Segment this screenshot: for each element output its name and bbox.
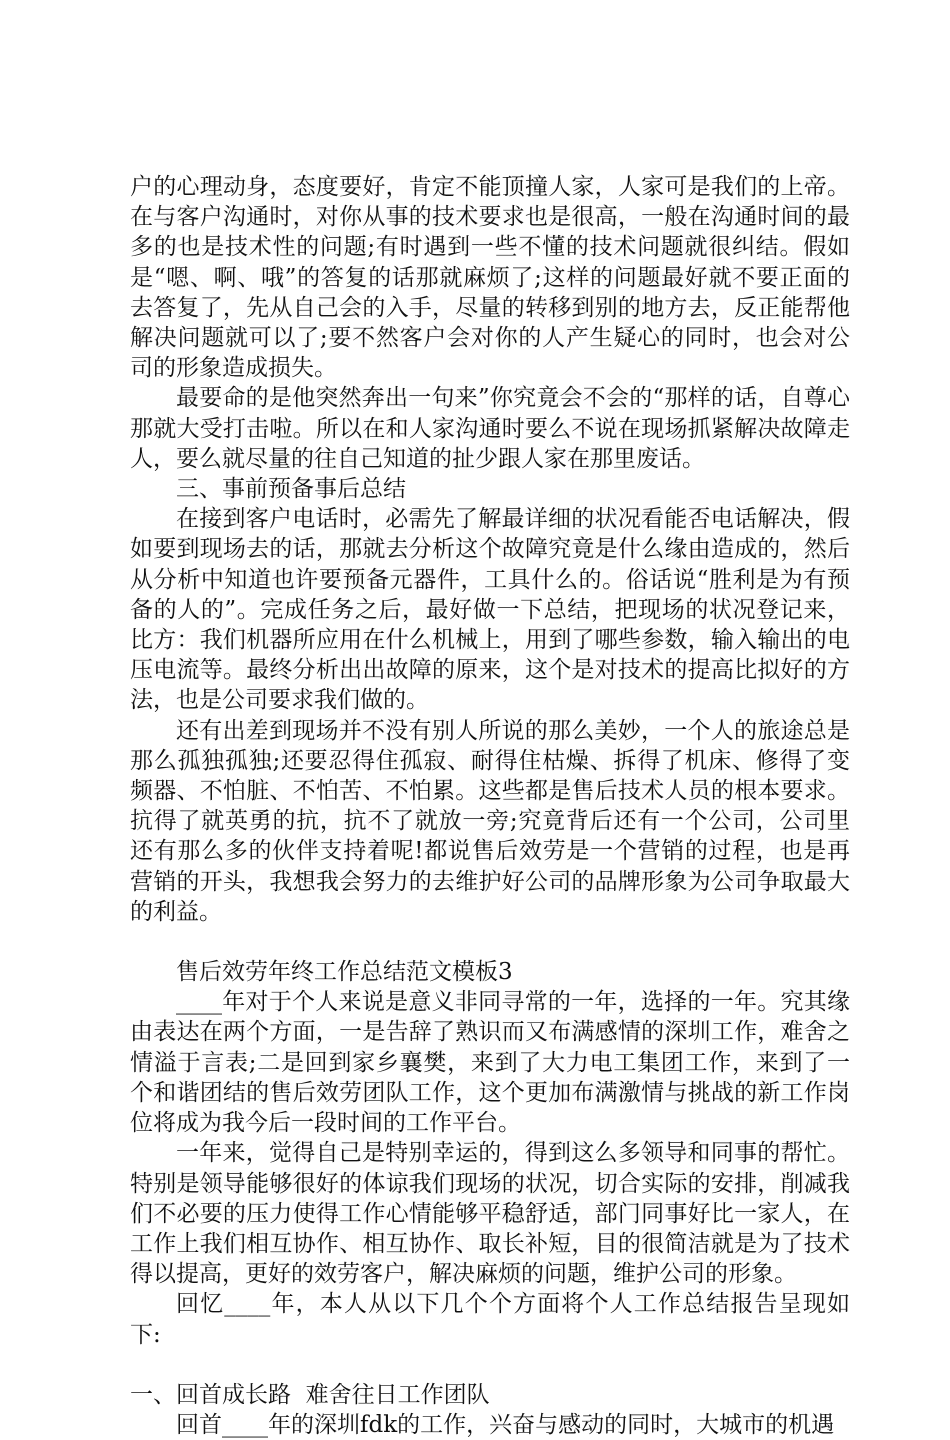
paragraph-4: 在接到客户电话时，必需先了解最详细的状况看能否电话解决，假如要到现场去的话，那就去分析这个故障究竟是什么缘由造成的，然后从分析中知道也许要预备元器件，工具什么的。俗话说“胜利是为有预备的人的”。完成任务之后，最好做一下总结，把现场的状况登记来，比方：我们机器所应用在什么机械上，用到了哪些参数，输入输出的电压电流等。最终分析出出故障的原来，这个是对技术的提高比拟好的方法，也是公司要求我们做的。: [130, 506, 850, 714]
section-heading-1: 一、回首成长路 难舍往日工作团队: [130, 1381, 490, 1408]
paragraph-2: 最要命的是他突然奔出一句来”你究竟会不会的“那样的话，自尊心那就大受打击啦。所以在和人家沟通时要么不说在现场抓紧解决故障走人，要么就尽量的往自己知道的扯少跟人家在那里废话。: [130, 385, 850, 472]
template-title: 售后效劳年终工作总结范文模板3: [176, 959, 513, 986]
paragraph-5: 还有出差到现场并不没有别人所说的那么美妙，一个人的旅途总是那么孤独孤独;还要忍得住孤寂、耐得住枯燥、拆得了机床、修得了变频器、不怕脏、不怕苦、不怕累。这些都是售后技术人员的根本要求。抗得了就英勇的抗，抗不了就放一旁;究竟背后还有一个公司，公司里还有那么多的伙伴支持着呢!都说售后效劳是一个营销的过程，也是再营销的开头，我想我会努力的去维护好公司的品牌形象为公司争取最大的利益。: [130, 717, 850, 925]
paragraph-9: 回首____年的深圳fdk的工作，兴奋与感动的同时，大城市的机遇: [176, 1411, 835, 1438]
paragraph-1: 户的心理动身，态度要好，肯定不能顶撞人家，人家可是我们的上帝。在与客户沟通时，对你从事的技术要求也是很高，一般在沟通时间的最多的也是技术性的问题;有时遇到一些不懂的技术问题就很纠结。假如是“嗯、啊、哦”的答复的话那就麻烦了;这样的问题最好就不要正面的去答复了，先从自己会的入手，尽量的转移到别的地方去，反正能帮他解决问题就可以了;要不然客户会对你的人产生疑心的同时，也会对公司的形象造成损失。: [130, 174, 850, 382]
paragraph-gap: [130, 1350, 850, 1380]
document-page: [130, 172, 850, 1440]
paragraph-8: 回忆____年，本人从以下几个个方面将个人工作总结报告呈现如下:: [130, 1291, 850, 1348]
paragraph-6: ____年对于个人来说是意义非同寻常的一年，选择的一年。究其缘由表达在两个方面，一是告辞了熟识而又布满感情的深圳工作，难舍之情溢于言表;二是回到家乡襄樊，来到了大力电工集团工作，来到了一个和谐团结的售后效劳团队工作，这个更加布满激情与挑战的新工作岗位将成为我今后一段时间的工作平台。: [130, 989, 850, 1137]
paragraph-7: 一年来，觉得自己是特别幸运的，得到这么多领导和同事的帮忙。特别是领导能够很好的体谅我们现场的状况，切合实际的安排，削减我们不必要的压力使得工作心情能够平稳舒适，部门同事好比一家人，在工作上我们相互协作、相互协作、取长补短，目的很简洁就是为了技术得以提高，更好的效劳客户，解决麻烦的问题，维护公司的形象。: [130, 1140, 850, 1288]
paragraph-gap: [130, 927, 850, 957]
section-heading-3: 三、事前预备事后总结: [176, 476, 406, 503]
